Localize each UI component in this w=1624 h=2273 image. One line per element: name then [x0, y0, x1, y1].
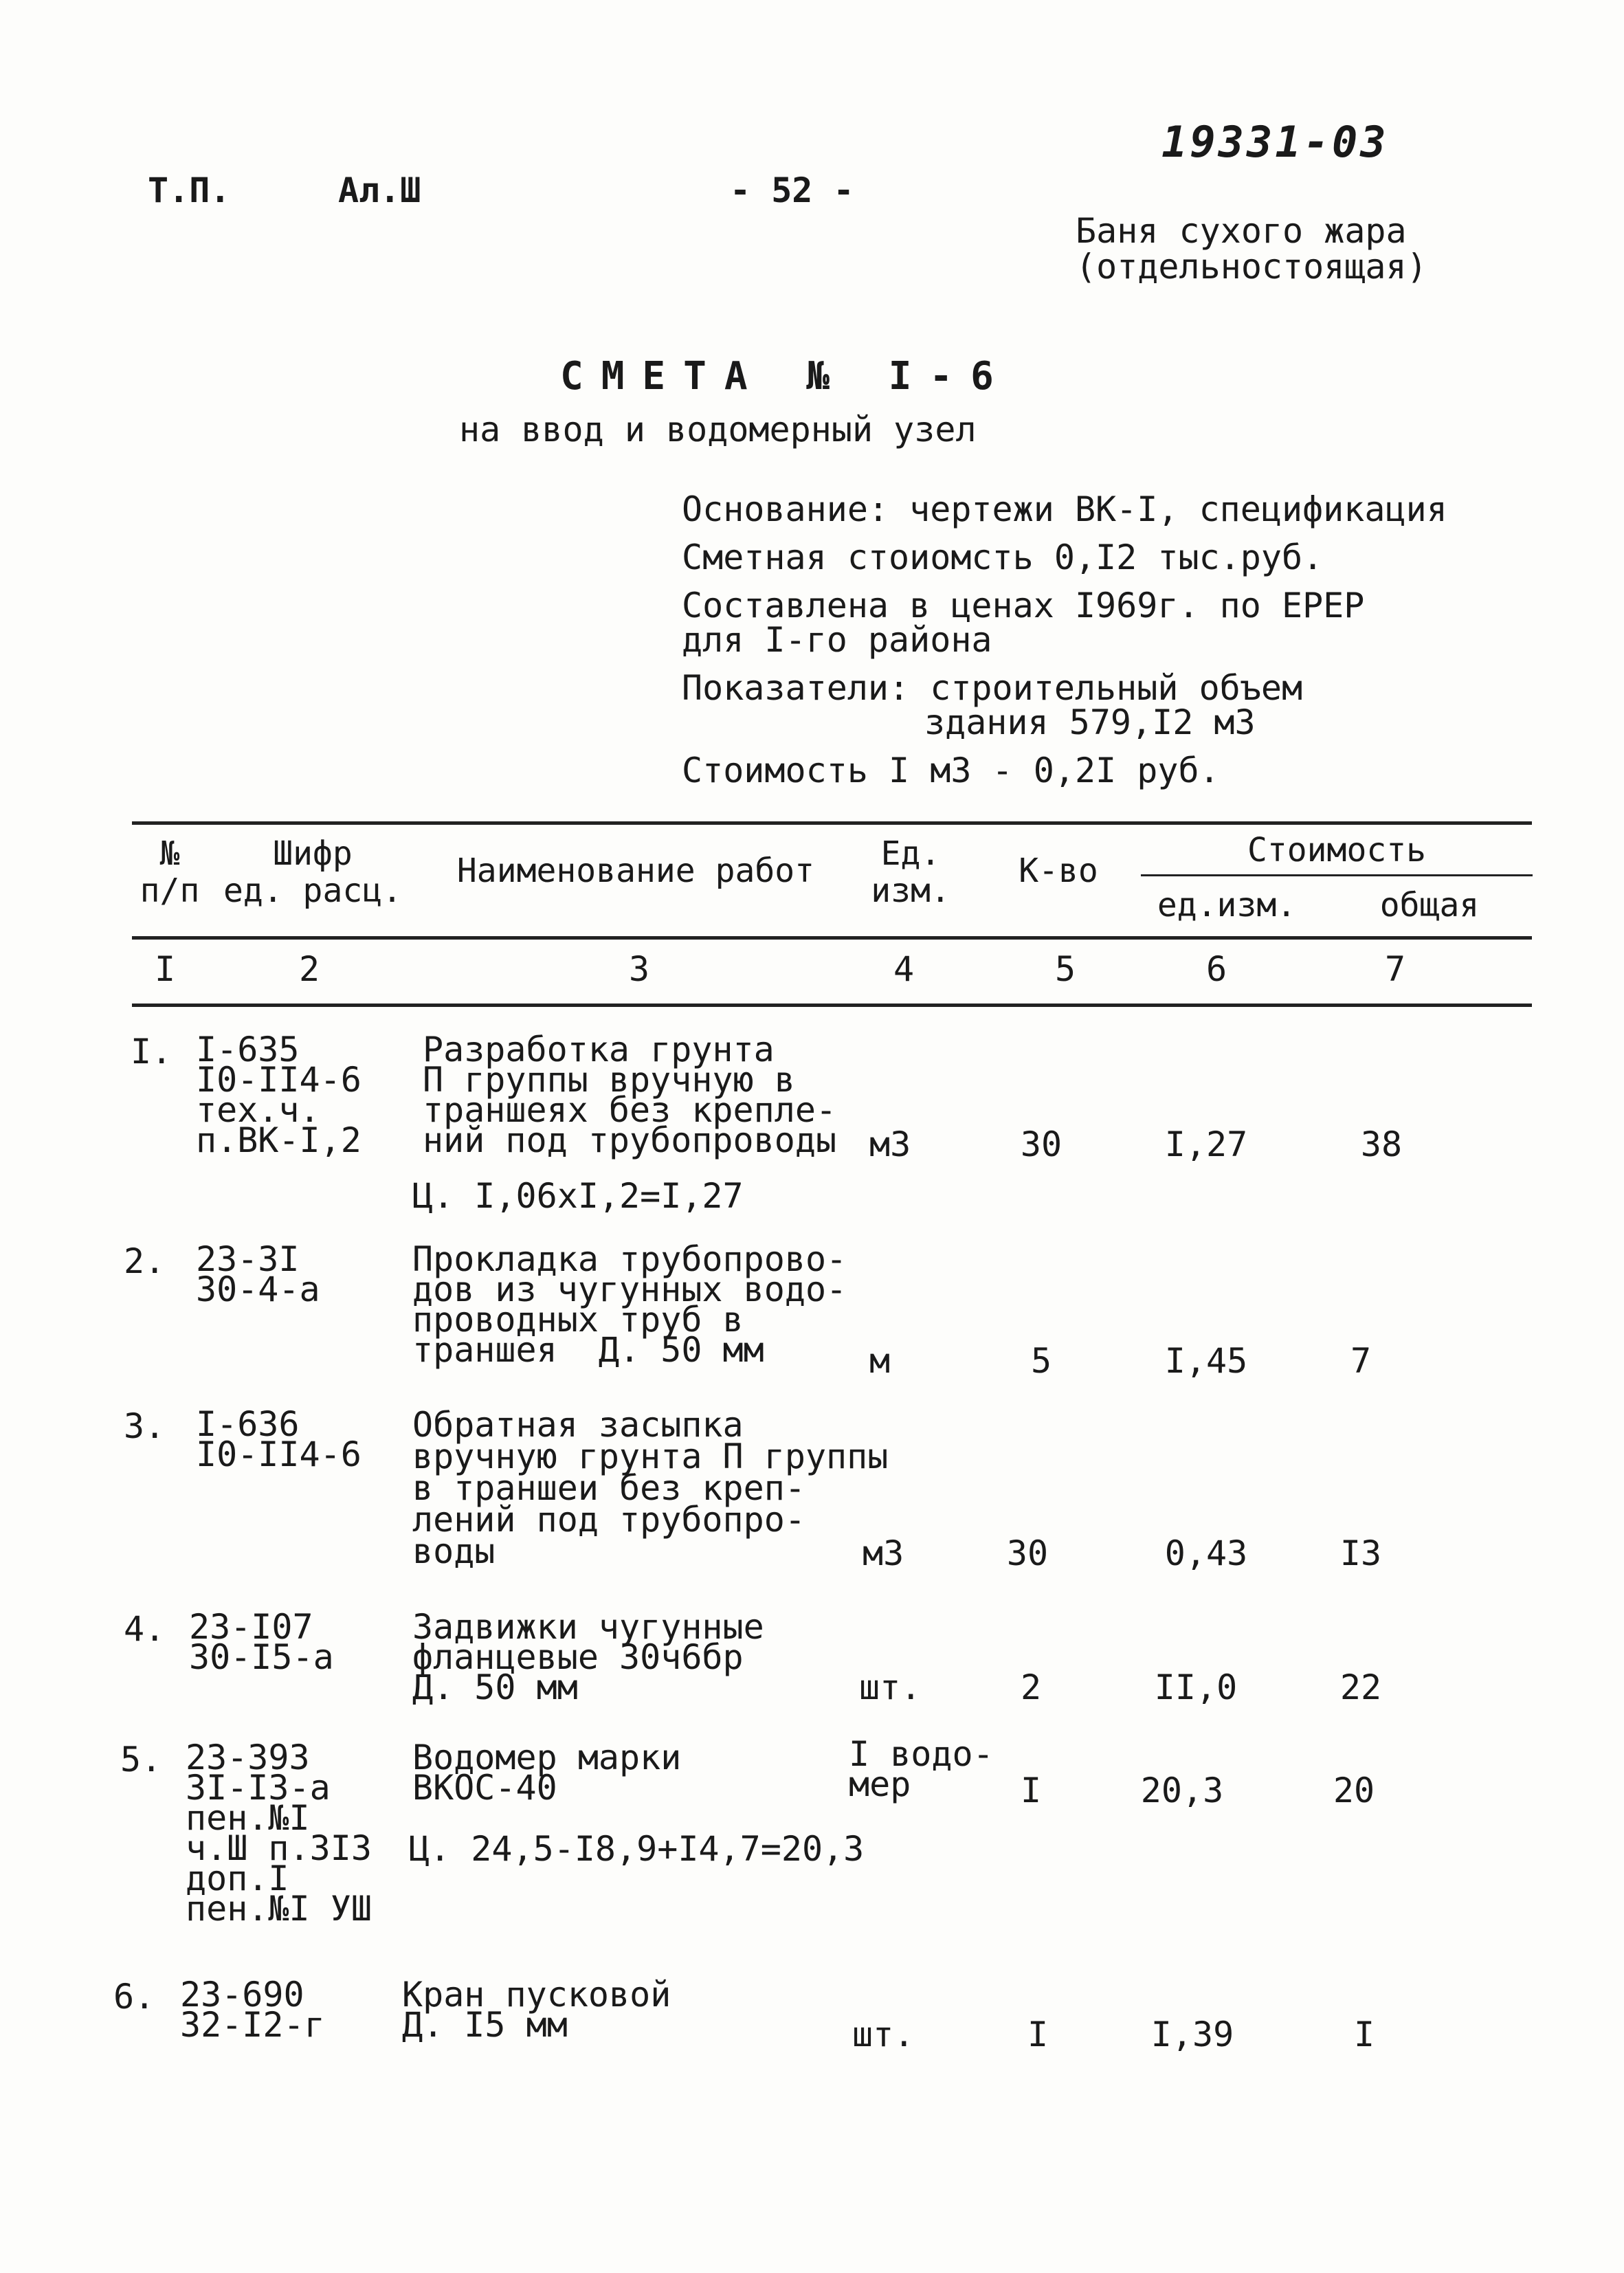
calc-note: Ц. I,06хI,2=I,27: [412, 1176, 744, 1216]
unit: м3: [863, 1533, 904, 1573]
numbers-bottom-rule: [132, 1004, 1532, 1007]
unit-cost: 20,3: [1140, 1771, 1224, 1810]
row-number: 3.: [124, 1406, 166, 1446]
unit-cost: I,27: [1164, 1124, 1248, 1164]
row-number: 5.: [120, 1740, 162, 1779]
header-row-number: № п/п: [140, 834, 200, 910]
cost-line: Сметная стоиомсть 0,I2 тыс.руб.: [682, 537, 1324, 577]
work-name: Разработка грунта П группы вручную в траншеях без крепле- ний под трубопроводы: [423, 1030, 837, 1160]
header-bottom-rule: [132, 936, 1532, 940]
building-type: [1076, 213, 1427, 285]
work-name: Обратная засыпка вручную грунта П группы в траншеи без креп- лений под трубопро- воды: [412, 1405, 889, 1571]
rate-code: 23-I07 30-I5-а: [189, 1607, 334, 1677]
unit-cost-line: Стоимость I м3 - 0,2I руб.: [682, 751, 1220, 790]
total-cost: I3: [1339, 1533, 1382, 1573]
rate-code: 23-393 3I-I3-а пен.№I ч.Ш п.3I3 доп.I пен.№I УШ: [186, 1738, 372, 1929]
quantity: 30: [1006, 1533, 1049, 1573]
calc-note: Ц. 24,5-I8,9+I4,7=20,3: [409, 1829, 865, 1869]
column-number-2: 2: [298, 949, 320, 989]
unit-cost: 0,43: [1164, 1533, 1248, 1573]
total-cost: 22: [1339, 1667, 1382, 1707]
indicators-line-1: Показатели: строительный объем: [682, 668, 1303, 708]
cost-group-rule: [1141, 874, 1533, 876]
work-name: Прокладка трубопрово- дов из чугунных водо- проводных труб в траншея Д. 50 мм: [412, 1239, 847, 1370]
quantity: 5: [1030, 1341, 1052, 1381]
unit-cost: II,0: [1154, 1667, 1238, 1707]
quantity: I: [1027, 2015, 1049, 2054]
total-cost: 38: [1360, 1124, 1403, 1164]
estimate-subtitle: на ввод и водомерный узел: [459, 410, 977, 450]
header-quantity: К-во: [1019, 852, 1098, 890]
page-number: - 52 -: [730, 170, 854, 210]
row-number: 6.: [113, 1977, 155, 2017]
header-cost-group: Стоимость: [1247, 831, 1427, 869]
table-top-rule: [132, 821, 1532, 825]
header-work-name: Наименование работ: [456, 852, 815, 890]
building-line-1: Баня сухого жара: [1076, 211, 1407, 251]
total-cost: I: [1353, 2015, 1375, 2054]
work-name: Кран пусковой Д. I5 мм: [402, 1975, 671, 2045]
header-code: Шифр ед. расц.: [223, 834, 403, 910]
quantity: 2: [1020, 1667, 1042, 1707]
building-line-2: (отдельностоящая): [1076, 247, 1427, 287]
row-number: 2.: [124, 1241, 166, 1281]
doc-type-code: Т.П.: [148, 170, 231, 210]
unit: шт.: [852, 2015, 915, 2054]
column-number-3: 3: [628, 949, 650, 989]
quantity: I: [1020, 1771, 1042, 1810]
header-unit-cost: ед.изм.: [1157, 886, 1297, 924]
prices-line-1: Составлена в ценах I969г. по ЕРЕР: [682, 586, 1365, 625]
rate-code: 23-690 32-I2-г: [180, 1975, 325, 2045]
rate-code: I-635 I0-II4-6 тех.ч. п.ВК-I,2: [196, 1030, 361, 1160]
work-name: Водомер марки ВКОС-40: [412, 1738, 682, 1808]
basis-line: Основание: чертежи ВК-I, спецификация: [682, 489, 1447, 529]
work-name: Задвижки чугунные фланцевые 30ч6бр Д. 50 мм: [412, 1607, 764, 1707]
total-cost: 7: [1350, 1341, 1372, 1381]
unit-cost: I,39: [1150, 2015, 1234, 2054]
column-number-4: 4: [893, 949, 915, 989]
indicators-line-2: здания 579,I2 м3: [924, 702, 1256, 742]
document-stamp: 19331-03: [1161, 117, 1389, 167]
header-unit: Ед. изм.: [871, 834, 950, 910]
unit: м3: [869, 1124, 911, 1164]
row-number: I.: [131, 1032, 173, 1072]
column-number-6: 6: [1205, 949, 1227, 989]
quantity: 30: [1020, 1124, 1063, 1164]
unit: м: [869, 1341, 891, 1381]
column-number-7: 7: [1384, 949, 1406, 989]
column-number-1: I: [154, 949, 176, 989]
album-code: Ал.Ш: [338, 170, 421, 210]
total-cost: 20: [1333, 1771, 1375, 1810]
row-number: 4.: [124, 1609, 166, 1649]
header-total: общая: [1379, 886, 1480, 924]
prices-line-2: для I-го района: [682, 620, 992, 660]
unit: I водо- мер: [849, 1734, 994, 1804]
rate-code: I-636 I0-II4-6: [196, 1404, 361, 1474]
unit-cost: I,45: [1164, 1341, 1248, 1381]
unit: шт.: [859, 1667, 922, 1707]
column-number-5: 5: [1054, 949, 1076, 989]
estimate-title: СМЕТА № I-6: [560, 354, 1012, 399]
rate-code: 23-3I 30-4-а: [196, 1239, 320, 1309]
